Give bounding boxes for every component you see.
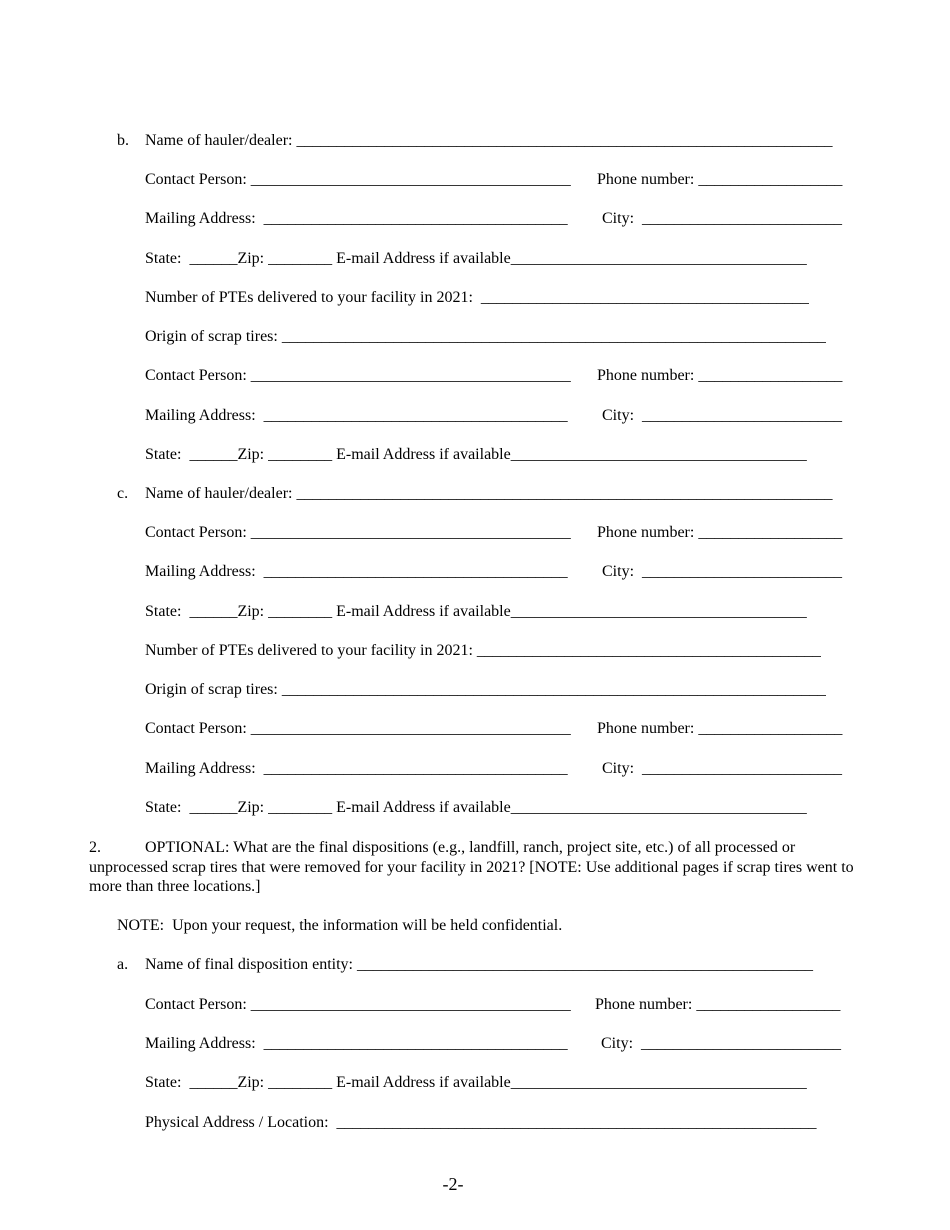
section-c-ptes-row [0, 641, 821, 681]
city-field[interactable]: City: _________________________ [601, 1035, 842, 1052]
section-2a-physical-row [0, 1113, 817, 1153]
section-b-origin-row [0, 327, 826, 367]
confidential-note: NOTE: Upon your request, the information will be held confidential. [117, 917, 563, 934]
disposition-entity-field[interactable]: Name of final disposition entity: _________________________________________________________ [145, 956, 813, 973]
ptes-delivered-field[interactable]: Number of PTEs delivered to your facility in 2021: ___________________________________________ [145, 642, 821, 659]
state-zip-email-field[interactable]: State: ______Zip: ________ E-mail Address if available_____________________________________ [145, 799, 807, 816]
question-2-text: OPTIONAL: What are the final dispositions (e.g., landfill, ranch, project site, etc.) of all processed or unprocessed scrap tires that were removed for your facility in 2021? [NOTE: Use additional pages if scrap tires went to more than three locations.] [89, 839, 854, 895]
state-zip-email-field[interactable]: State: ______Zip: ________ E-mail Address if available_____________________________________ [145, 603, 807, 620]
phone-number-field[interactable]: Phone number: __________________ [597, 367, 843, 384]
question-2-number: 2. [89, 839, 101, 856]
section-c-origin-row [0, 680, 826, 720]
section-b-ptes-row [0, 288, 809, 328]
physical-address-field[interactable]: Physical Address / Location: ____________________________________________________________ [145, 1114, 817, 1131]
mailing-address-field[interactable]: Mailing Address: ______________________________________ [145, 760, 568, 777]
ptes-delivered-field[interactable]: Number of PTEs delivered to your facility in 2021: _________________________________________ [145, 289, 809, 306]
section-b-state-row-2 [0, 445, 807, 485]
question-2-paragraph [89, 838, 869, 897]
origin-scrap-tires-field[interactable]: Origin of scrap tires: ____________________________________________________________________ [145, 681, 826, 698]
contact-person-field[interactable]: Contact Person: ________________________________________ [145, 524, 571, 541]
confidential-note-row [0, 916, 563, 956]
city-field[interactable]: City: _________________________ [602, 407, 843, 424]
city-field[interactable]: City: _________________________ [602, 563, 843, 580]
city-field[interactable]: City: _________________________ [602, 210, 843, 227]
mailing-address-field[interactable]: Mailing Address: ______________________________________ [145, 407, 568, 424]
section-c-state-row-1 [0, 602, 807, 642]
section-2a-state-row [0, 1073, 807, 1113]
origin-scrap-tires-field[interactable]: Origin of scrap tires: ____________________________________________________________________ [145, 328, 826, 345]
section-c-letter: c. [117, 485, 129, 502]
phone-number-field[interactable]: Phone number: __________________ [595, 996, 841, 1013]
state-zip-email-field[interactable]: State: ______Zip: ________ E-mail Address if available_____________________________________ [145, 1074, 807, 1091]
contact-person-field[interactable]: Contact Person: ________________________________________ [145, 171, 571, 188]
contact-person-field[interactable]: Contact Person: ________________________________________ [145, 720, 571, 737]
state-zip-email-field[interactable]: State: ______Zip: ________ E-mail Address if available_____________________________________ [145, 250, 807, 267]
section-c-state-row-2 [0, 798, 807, 838]
contact-person-field[interactable]: Contact Person: ________________________________________ [145, 996, 571, 1013]
section-2a-letter: a. [117, 956, 129, 973]
mailing-address-field[interactable]: Mailing Address: ______________________________________ [145, 210, 568, 227]
city-field[interactable]: City: _________________________ [602, 760, 843, 777]
hauler-name-field[interactable]: Name of hauler/dealer: ___________________________________________________________________ [145, 485, 833, 502]
section-b-state-row-1 [0, 249, 807, 289]
mailing-address-field[interactable]: Mailing Address: ______________________________________ [145, 563, 568, 580]
mailing-address-field[interactable]: Mailing Address: ______________________________________ [145, 1035, 568, 1052]
state-zip-email-field[interactable]: State: ______Zip: ________ E-mail Address if available_____________________________________ [145, 446, 807, 463]
phone-number-field[interactable]: Phone number: __________________ [597, 171, 843, 188]
page-number: -2- [442, 1174, 464, 1194]
section-b-letter: b. [117, 132, 129, 149]
phone-number-field[interactable]: Phone number: __________________ [597, 524, 843, 541]
phone-number-field[interactable]: Phone number: __________________ [597, 720, 843, 737]
contact-person-field[interactable]: Contact Person: ________________________________________ [145, 367, 571, 384]
hauler-name-field[interactable]: Name of hauler/dealer: ___________________________________________________________________ [145, 132, 833, 149]
